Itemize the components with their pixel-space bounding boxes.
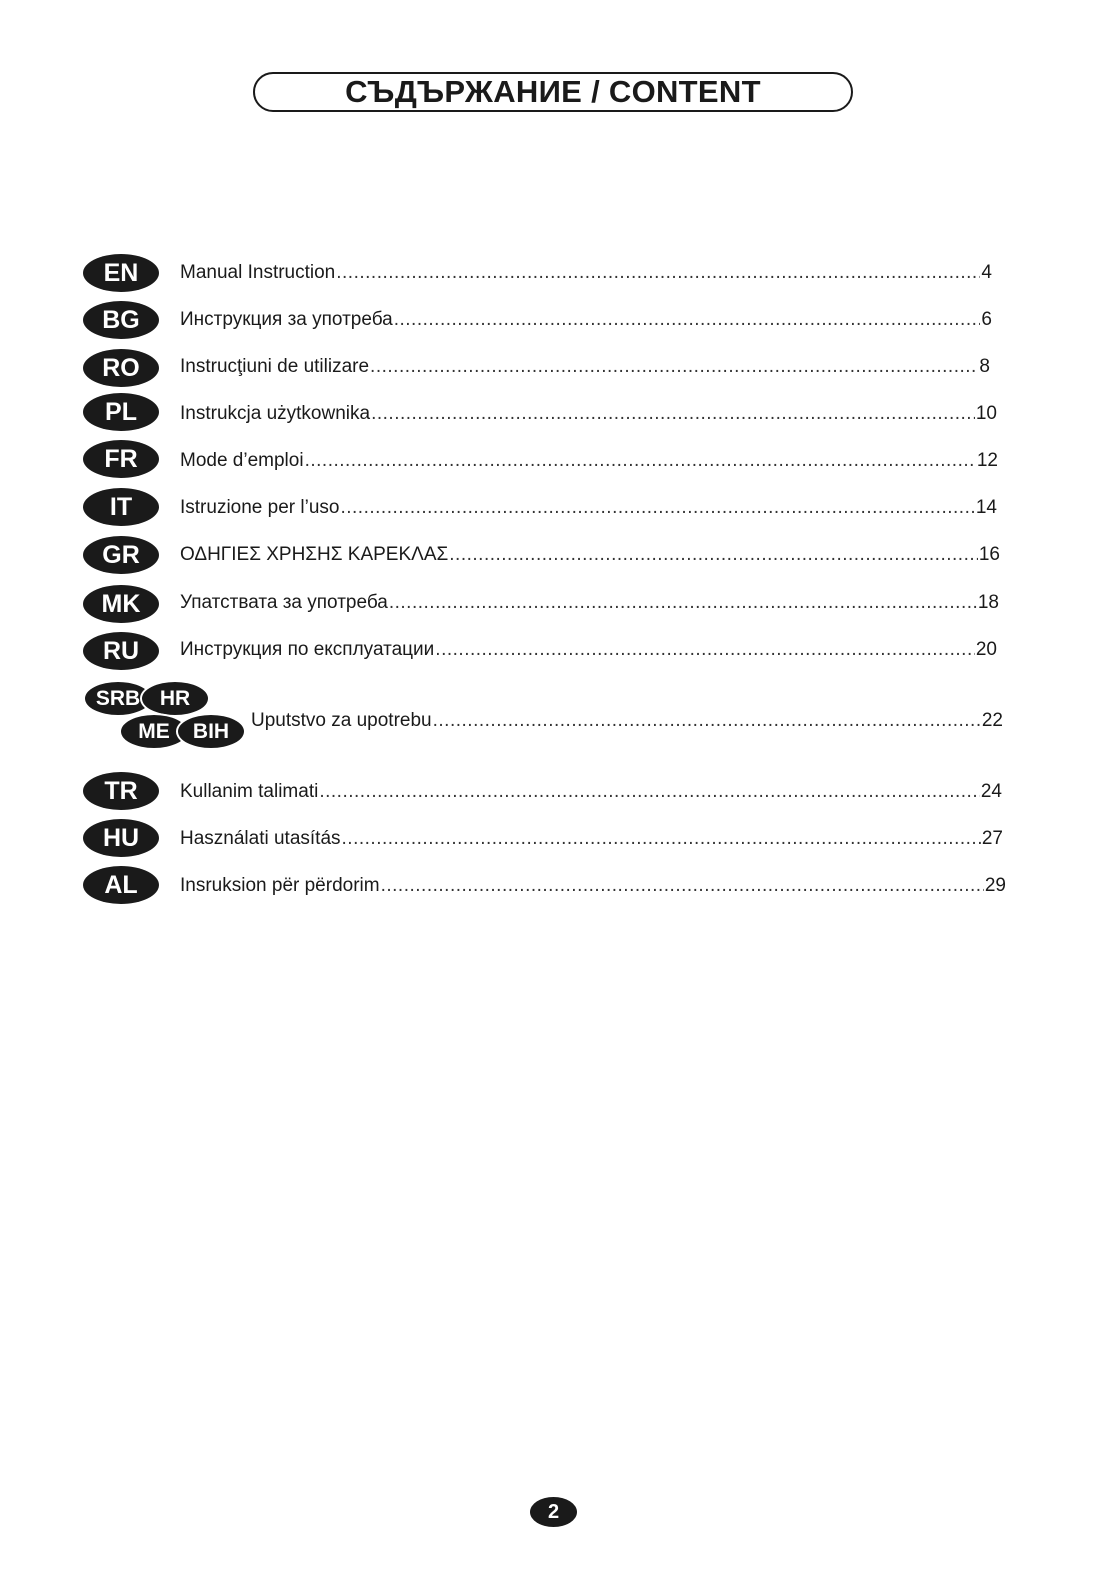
toc-entry-pl[interactable] xyxy=(180,402,997,426)
language-badge-gr: GR xyxy=(83,536,159,574)
toc-entry-page: 8 xyxy=(979,356,990,377)
toc-entry-it[interactable] xyxy=(180,496,997,520)
toc-entry-ro[interactable] xyxy=(180,355,990,379)
toc-entry-ru[interactable] xyxy=(180,638,997,662)
leader-dots xyxy=(370,355,978,379)
toc-entry-label: Инструкция за употреба xyxy=(180,309,393,330)
leader-dots xyxy=(433,709,981,733)
toc-entry-page: 10 xyxy=(975,403,997,424)
language-badge-pl: PL xyxy=(83,393,159,431)
leader-dots xyxy=(389,591,977,615)
language-badge-bg: BG xyxy=(83,301,159,339)
toc-entry-label: Упатствата за употреба xyxy=(180,592,388,613)
leader-dots xyxy=(449,543,978,567)
toc-entry-page: 4 xyxy=(981,262,992,283)
language-badge-ro: RO xyxy=(83,349,159,387)
toc-entry-label: Kullanim talimati xyxy=(180,781,319,802)
toc-entry-page: 12 xyxy=(976,450,998,471)
toc-entry-label: ΟΔΗΓΙΕΣ ΧΡΗΣΗΣ ΚΑΡΕΚΛΑΣ xyxy=(180,544,449,565)
toc-entry-en[interactable] xyxy=(180,261,992,285)
language-badge-srb: SRB xyxy=(83,680,153,717)
toc-entry-label: Uputstvo za upotrebu xyxy=(251,710,432,731)
page-number: 2 xyxy=(530,1497,577,1527)
leader-dots xyxy=(305,449,976,473)
toc-entry-mk[interactable] xyxy=(180,591,999,615)
toc-entry-page: 22 xyxy=(981,710,1003,731)
toc-entry-srb-hr-me-bih[interactable] xyxy=(251,709,1003,733)
leader-dots xyxy=(340,496,974,520)
toc-entry-gr[interactable] xyxy=(180,543,1000,567)
language-badge-al: AL xyxy=(83,866,159,904)
toc-entry-label: Insruksion për përdorim xyxy=(180,875,380,896)
toc-entry-page: 24 xyxy=(980,781,1002,802)
language-badge-it: IT xyxy=(83,488,159,526)
toc-entry-page: 18 xyxy=(977,592,999,613)
toc-entry-al[interactable] xyxy=(180,874,1006,898)
toc-entry-label: Mode d’emploi xyxy=(180,450,304,471)
language-badge-fr: FR xyxy=(83,440,159,478)
language-badge-ru: RU xyxy=(83,632,159,670)
toc-entry-page: 16 xyxy=(978,544,1000,565)
language-badge-en: EN xyxy=(83,254,159,292)
leader-dots xyxy=(394,308,981,332)
language-badge-mk: MK xyxy=(83,585,159,623)
language-badge-bih: BIH xyxy=(176,713,246,750)
page-title: СЪДЪРЖАНИЕ / CONTENT xyxy=(253,72,853,112)
toc-entry-page: 6 xyxy=(981,309,992,330)
leader-dots xyxy=(342,827,981,851)
leader-dots xyxy=(435,638,975,662)
language-badge-tr: TR xyxy=(83,772,159,810)
toc-entry-page: 29 xyxy=(984,875,1006,896)
toc-entry-page: 14 xyxy=(975,497,997,518)
toc-entry-fr[interactable] xyxy=(180,449,998,473)
leader-dots xyxy=(319,780,980,804)
toc-entry-label: Istruzione per l’uso xyxy=(180,497,340,518)
toc-entry-page: 20 xyxy=(975,639,997,660)
toc-entry-bg[interactable] xyxy=(180,308,992,332)
language-badge-hr: HR xyxy=(140,680,210,717)
toc-entry-label: Használati utasítás xyxy=(180,828,341,849)
toc-entry-label: Instrucţiuni de utilizare xyxy=(180,356,370,377)
leader-dots xyxy=(336,261,980,285)
leader-dots xyxy=(371,402,975,426)
toc-entry-label: Instrukcja użytkownika xyxy=(180,403,371,424)
toc-entry-hu[interactable] xyxy=(180,827,1003,851)
toc-entry-label: Manual Instruction xyxy=(180,262,336,283)
toc-entry-tr[interactable] xyxy=(180,780,1002,804)
toc-entry-page: 27 xyxy=(981,828,1003,849)
toc-entry-label: Инструкция по експлуатации xyxy=(180,639,435,660)
language-badge-me: ME xyxy=(119,713,189,750)
language-badge-hu: HU xyxy=(83,819,159,857)
leader-dots xyxy=(381,874,984,898)
